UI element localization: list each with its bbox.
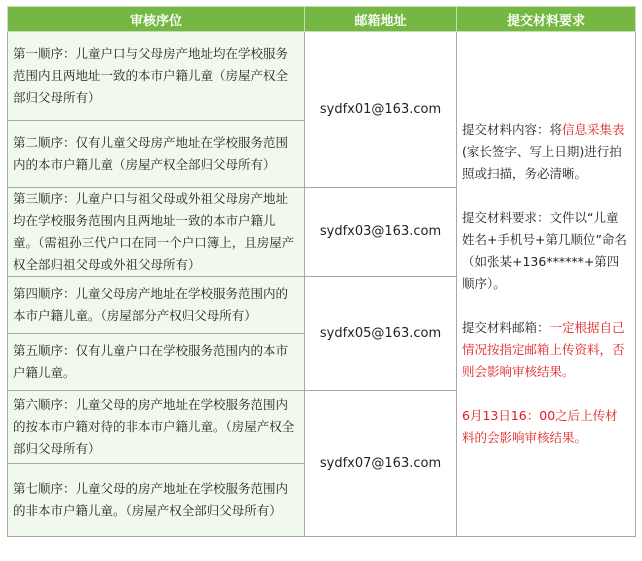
req-format: 提交材料要求：文件以“儿童姓名+手机号+第几顺位”命名（如张某+136******+第四顺序）。 <box>462 210 627 291</box>
req-content-highlight: 信息采集表 <box>562 122 625 137</box>
rule-cell-5: 第五顺序：仅有儿童户口在学校服务范围内的本市户籍儿童。 <box>8 334 305 391</box>
rule-cell-1: 第一顺序：儿童户口与父母房产地址均在学校服务范围内且两地址一致的本市户籍儿童（房屋产权全部归父母所有） <box>8 32 305 121</box>
req-deadline: 6月13日16：00之后上传材料的会影响审核结果。 <box>462 408 618 445</box>
rule-cell-4: 第四顺序：儿童父母房产地址在学校服务范围内的本市户籍儿童。（房屋部分产权归父母所有） <box>8 277 305 334</box>
admission-table-container <box>7 6 635 537</box>
req-email <box>462 317 630 383</box>
header-order: 审核序位 <box>8 7 305 32</box>
rule-cell-6: 第六顺序：儿童父母的房产地址在学校服务范围内的按本市户籍对待的非本市户籍儿童。（房屋产权全部归父母所有） <box>8 391 305 464</box>
rule-cell-7: 第七顺序：儿童父母的房产地址在学校服务范围内的非本市户籍儿童。（房屋产权全部归父母所有） <box>8 464 305 537</box>
rule-cell-2: 第二顺序：仅有儿童父母房产地址在学校服务范围内的本市户籍儿童（房屋产权全部归父母所有） <box>8 121 305 188</box>
table-row <box>8 32 636 121</box>
req-email-highlight: 一定根据自己情况按指定邮箱上传资料，否则会影响审核结果。 <box>462 320 625 379</box>
req-content <box>462 119 630 185</box>
email-cell-3: sydfx05@163.com <box>305 277 457 391</box>
admission-order-table <box>7 6 636 537</box>
req-content-prefix: 提交材料内容：将 <box>462 122 563 137</box>
email-cell-1: sydfx01@163.com <box>305 32 457 188</box>
rule-cell-3: 第三顺序：儿童户口与祖父母或外祖父母房产地址均在学校服务范围内且两地址一致的本市户籍儿童。（需祖孙三代户口在同一个户口簿上，且房屋产权全部归祖父母或外祖父母所有） <box>8 188 305 277</box>
requirements-cell <box>457 32 636 537</box>
header-requirements: 提交材料要求 <box>457 7 636 32</box>
table-header-row <box>8 7 636 32</box>
req-email-prefix: 提交材料邮箱： <box>462 320 550 335</box>
req-content-suffix: (家长签字、写上日期)进行拍照或扫描，务必清晰。 <box>462 144 622 181</box>
header-email: 邮箱地址 <box>305 7 457 32</box>
email-cell-4: sydfx07@163.com <box>305 391 457 537</box>
email-cell-2: sydfx03@163.com <box>305 188 457 277</box>
